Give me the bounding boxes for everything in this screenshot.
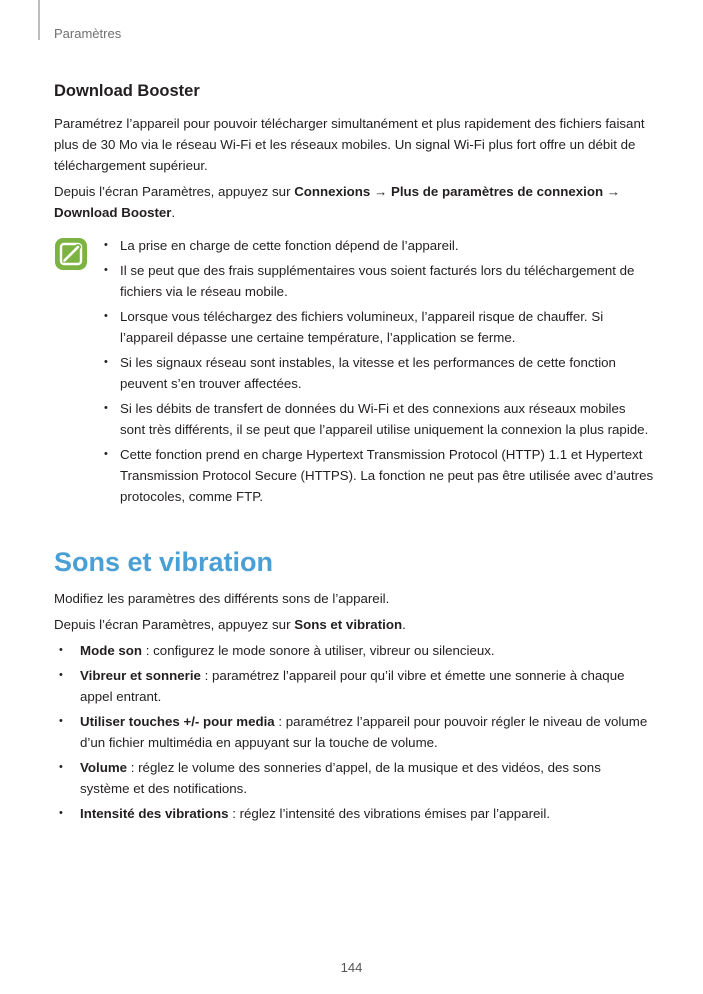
path-prefix: Depuis l’écran Paramètres, appuyez sur bbox=[54, 617, 295, 632]
page-number: 144 bbox=[340, 960, 363, 975]
option-term: Intensité des vibrations bbox=[80, 806, 229, 821]
note-item: • Si les débits de transfert de données du Wi-Fi et des connexions aux réseaux mobiles sont très différents, il se peut que l’appareil utilise uniquement la connexion la plus rapide. bbox=[102, 398, 654, 440]
note-item: • Il se peut que des frais supplémentaires vous soient facturés lors du téléchargement de fichiers via le réseau mobile. bbox=[102, 260, 654, 302]
option-vibreur-sonnerie bbox=[54, 665, 654, 707]
option-term: Utiliser touches +/- pour media bbox=[80, 714, 275, 729]
path-suffix: . bbox=[171, 205, 176, 220]
option-term: Mode son bbox=[80, 643, 143, 658]
sons-section-title: Sons et vibration bbox=[54, 547, 274, 577]
page-content bbox=[54, 82, 654, 828]
option-intensite-vibrations bbox=[54, 803, 654, 824]
option-mode-son bbox=[54, 640, 654, 661]
path-prefix: Depuis l’écran Paramètres, appuyez sur bbox=[54, 184, 295, 199]
download-booster-heading: Download Booster bbox=[54, 82, 200, 100]
option-touches-media bbox=[54, 711, 654, 753]
option-desc: : réglez le volume des sonneries d’appel, de la musique et des vidéos, des sons système et des notifications. bbox=[80, 760, 601, 796]
note-pencil-icon bbox=[54, 237, 88, 271]
option-desc: : configurez le mode sonore à utiliser, vibreur ou silencieux. bbox=[142, 643, 495, 658]
download-booster-path bbox=[54, 181, 654, 223]
sons-intro: Modifiez les paramètres des différents sons de l’appareil. bbox=[54, 591, 390, 606]
path-bold: Sons et vibration bbox=[294, 617, 403, 632]
option-term: Volume bbox=[80, 760, 128, 775]
note-list bbox=[102, 235, 654, 507]
download-booster-intro: Paramétrez l’appareil pour pouvoir télécharger simultanément et plus rapidement des fichiers faisant plus de 30 Mo via le réseau Wi-Fi et les réseaux mobiles. Un signal Wi-Fi plus fort offre un débit de téléchargement supérieur. bbox=[54, 116, 645, 173]
note-block bbox=[54, 235, 654, 507]
sons-options-list bbox=[54, 640, 654, 824]
sons-path bbox=[54, 614, 654, 635]
path-bold: Connexions → Plus de paramètres de connexion → Download Booster bbox=[54, 184, 621, 220]
path-suffix: . bbox=[402, 617, 406, 632]
running-header: Paramètres bbox=[54, 26, 122, 41]
option-volume bbox=[54, 757, 654, 799]
note-item: • La prise en charge de cette fonction dépend de l’appareil. bbox=[102, 235, 654, 256]
option-term: Vibreur et sonnerie bbox=[80, 668, 201, 683]
option-desc: : réglez l’intensité des vibrations émises par l’appareil. bbox=[228, 806, 551, 821]
note-item: • Si les signaux réseau sont instables, la vitesse et les performances de cette fonction peuvent s’en trouver affectées. bbox=[102, 352, 654, 394]
option-desc: : paramétrez l’appareil pour qu’il vibre et émette une sonnerie à chaque appel entrant. bbox=[80, 668, 625, 704]
note-item: • Lorsque vous téléchargez des fichiers volumineux, l’appareil risque de chauffer. Si l’appareil dépasse une certaine température, l’application se ferme. bbox=[102, 306, 654, 348]
note-item: • Cette fonction prend en charge Hypertext Transmission Protocol (HTTP) 1.1 et Hypertext Transmission Protocol Secure (HTTPS). La fonction ne peut pas être utilisée avec d’autres protocoles, comme FTP. bbox=[102, 444, 654, 507]
option-desc: : paramétrez l’appareil pour pouvoir régler le niveau de volume d’un fichier multimédia en appuyant sur la touche de volume. bbox=[80, 714, 648, 750]
header-rule bbox=[38, 0, 40, 40]
